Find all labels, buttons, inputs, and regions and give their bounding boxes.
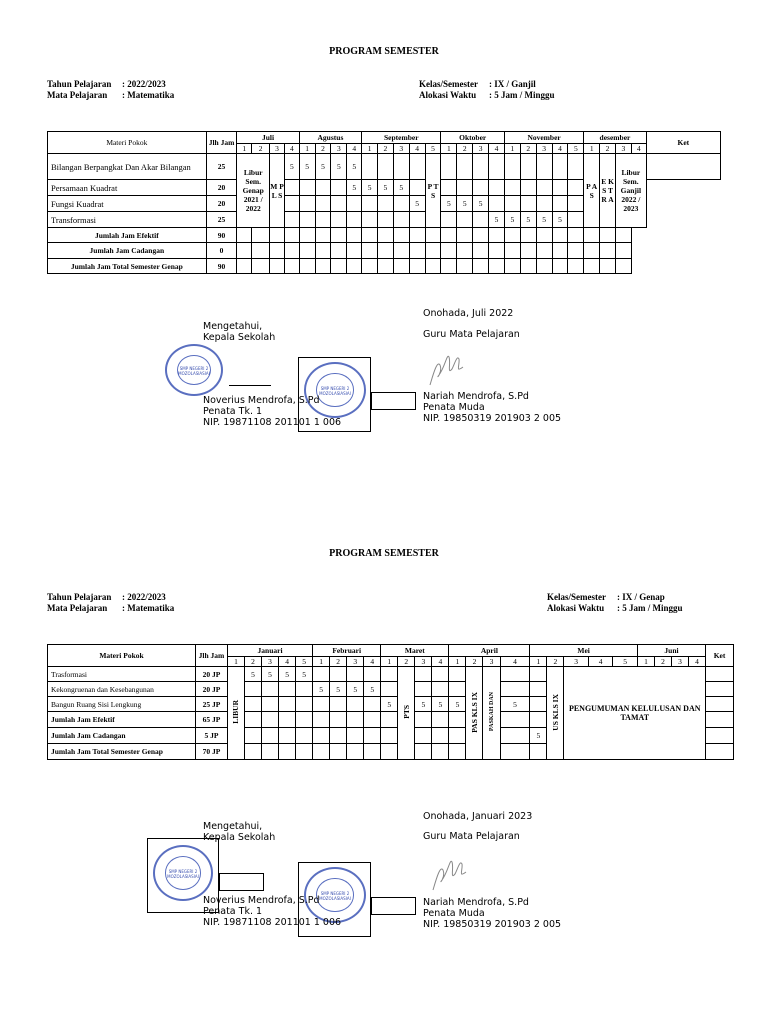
table-row: Transformasi 25 5 5 5 5 5 xyxy=(48,212,721,228)
label-pts: P T S xyxy=(425,154,441,228)
header-month: Oktober xyxy=(441,132,504,144)
place-date-2: Onohada, Januari 2023 xyxy=(423,811,533,822)
table-row: Jumlah Jam Total Semester Genap 90 xyxy=(48,259,721,274)
header-month: April xyxy=(449,645,530,657)
table-row: Jumlah Jam Efektif 65 JP xyxy=(48,712,734,728)
header-month: desember xyxy=(584,132,646,144)
table-row: Bilangan Berpangkat Dan Akar Bilangan 25 Libur Sem. Genap 2021 / 2022 M P L S 5 5 5 5 5 P T S P A S E K S T R A Libur Sem. Ganjil 2022 / 2023 xyxy=(48,154,721,180)
place-date-1: Onohada, Juli 2022 xyxy=(423,308,514,319)
signature-right-1: Nariah Mendrofa, S.Pd Penata Muda NIP. 19850319 201903 2 005 xyxy=(423,391,562,424)
arrow-line xyxy=(229,385,271,386)
school-stamp-icon: SMP NEGERI 2 MOZOLASIASIAI xyxy=(304,362,366,418)
header-month: Maret xyxy=(381,645,449,657)
signature-left-header-1: Mengetahui, Kepala Sekolah xyxy=(203,321,276,343)
table-row: Jumlah Jam Total Semester Genap 70 JP xyxy=(48,744,734,760)
label-paskah: PASKAH DAN xyxy=(483,667,500,760)
guru-label-2: Guru Mata Pelajaran xyxy=(423,831,520,842)
table-row: Bangun Ruang Sisi Lengkung 25 JP 5 5 5 5 5 xyxy=(48,697,734,712)
header-month: Februari xyxy=(313,645,381,657)
label-pts: PTS xyxy=(398,667,415,760)
schedule-table-2 xyxy=(47,644,734,760)
guru-label-1: Guru Mata Pelajaran xyxy=(423,329,520,340)
table-row: Trasformasi 20 JP LIBUR 5 5 5 5 PTS PAS KLS IX PASKAH DAN US KLS IX PENGUMUMAN KELULUSAN DAN TAMAT xyxy=(48,667,734,682)
label-libur-genap: Libur Sem. Genap 2021 / 2022 xyxy=(237,154,270,228)
table-row: Persamaan Kuadrat 20 5 5 5 5 xyxy=(48,180,721,196)
header-ket: Ket xyxy=(646,132,720,154)
header-ket: Ket xyxy=(706,645,734,667)
header-materi: Materi Pokok xyxy=(48,645,196,667)
page-title-1: PROGRAM SEMESTER xyxy=(329,46,439,57)
table-row: Kekongruenan dan Kesebangunan 20 JP 5 5 5 5 xyxy=(48,682,734,697)
header-month: Juni xyxy=(637,645,705,657)
header-jlh: Jlh Jam xyxy=(206,132,237,154)
meta-right-1: Kelas/Semester : IX / Ganjil Alokasi Waktu : 5 Jam / Minggu xyxy=(419,79,555,100)
page-title-2: PROGRAM SEMESTER xyxy=(329,548,439,559)
header-materi: Materi Pokok xyxy=(48,132,207,154)
school-stamp-icon: SMP NEGERI 2 MOZOLASIASIAI xyxy=(304,867,366,923)
header-month: Agustus xyxy=(299,132,361,144)
signature-left-2: Noverius Mendrofa, S.Pd Penata Tk. 1 NIP. 19871108 201101 1 006 xyxy=(203,895,342,928)
header-month: November xyxy=(504,132,583,144)
schedule-table-1 xyxy=(47,131,721,274)
header-jlh: Jlh Jam xyxy=(196,645,228,667)
label-us: US KLS IX xyxy=(547,667,564,760)
header-month: Januari xyxy=(227,645,312,657)
header-month: September xyxy=(362,132,441,144)
label-pas: P A S xyxy=(584,154,600,228)
table-row: Jumlah Jam Cadangan 0 xyxy=(48,243,721,259)
meta-left-1: Tahun Pelajaran : 2022/2023 Mata Pelajaran : Matematika xyxy=(47,79,175,100)
signature-box xyxy=(371,897,416,915)
meta-right-2: Kelas/Semester : IX / Genap Alokasi Waktu : 5 Jam / Minggu xyxy=(547,592,683,613)
signature-left-1: Noverius Mendrofa, S.Pd Penata Tk. 1 NIP. 19871108 201101 1 006 xyxy=(203,395,342,428)
label-pengumuman: PENGUMUMAN KELULUSAN DAN TAMAT xyxy=(564,667,706,760)
signature-left-header-2: Mengetahui, Kepala Sekolah xyxy=(203,821,276,843)
table-row: Fungsi Kuadrat 20 5 5 5 5 xyxy=(48,196,721,212)
signature-icon xyxy=(428,850,473,895)
school-stamp-icon: SMP NEGERI 2 MOZOLASIASIAI xyxy=(153,845,213,901)
label-libur: LIBUR xyxy=(227,667,244,760)
label-mpls: M P L S xyxy=(270,154,285,228)
table-row: Jumlah Jam Cadangan 5 JP 5 xyxy=(48,728,734,744)
label-libur-ganjil: Libur Sem. Ganjil 2022 / 2023 xyxy=(615,154,646,228)
signature-icon xyxy=(425,345,470,390)
header-month: Juli xyxy=(237,132,299,144)
week-row: 1 2 3 4 5 1 2 3 4 1 2 3 4 1 2 3 4 1 2 3 4 5 1 2 3 4 xyxy=(48,657,734,667)
label-pas: PAS KLS IX xyxy=(466,667,483,760)
school-stamp-icon: SMP NEGERI 2 MOZOLASIASIAI xyxy=(165,344,223,396)
week-row: 1 2 3 4 1 2 3 4 1 2 3 4 5 1 2 3 4 1 2 3 4 5 1 2 3 4 xyxy=(48,144,721,154)
signature-box xyxy=(371,392,416,410)
meta-left-2: Tahun Pelajaran : 2022/2023 Mata Pelajaran : Matematika xyxy=(47,592,175,613)
header-month: Mei xyxy=(530,645,638,657)
table-row: Jumlah Jam Efektif 90 xyxy=(48,228,721,243)
signature-right-2: Nariah Mendrofa, S.Pd Penata Muda NIP. 19850319 201903 2 005 xyxy=(423,897,562,930)
label-ekstra: E K S T R A xyxy=(600,154,616,228)
signature-box xyxy=(219,873,264,891)
